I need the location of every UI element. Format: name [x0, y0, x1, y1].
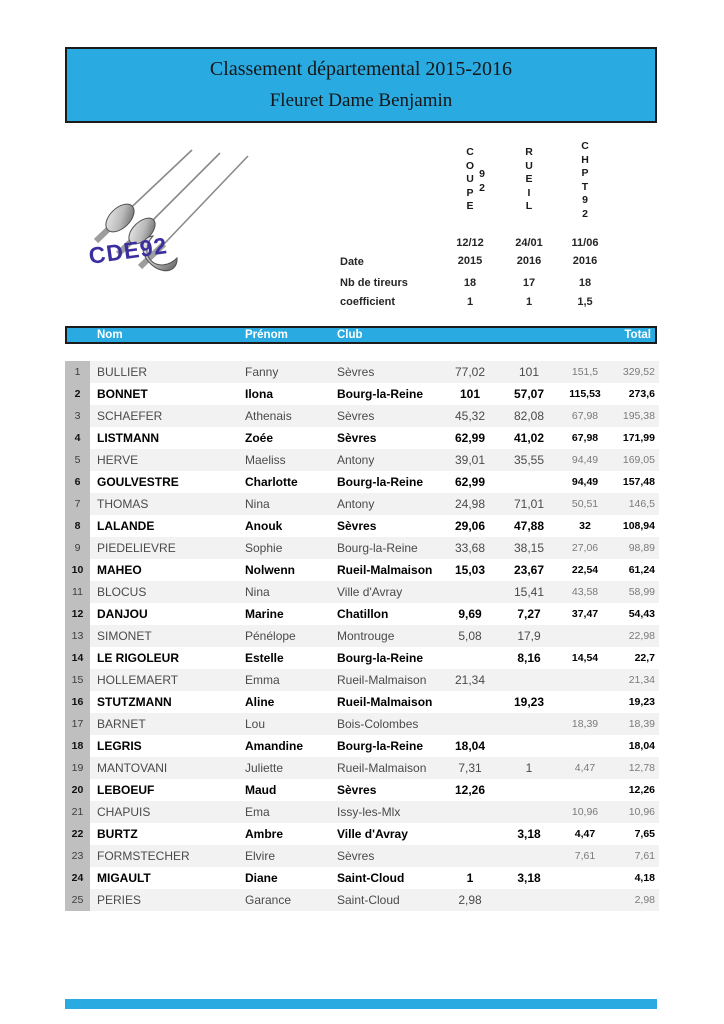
firstname-cell: Maud	[245, 783, 277, 797]
total-cell: 19,23	[628, 696, 655, 708]
rueil-score-cell: 71,01	[513, 497, 545, 511]
total-cell: 21,34	[628, 674, 655, 686]
total-cell: 169,05	[622, 454, 655, 466]
club-cell: Rueil-Malmaison	[337, 761, 427, 775]
table-row	[65, 405, 659, 427]
total-cell: 195,38	[622, 410, 655, 422]
rueil-score-cell: 47,88	[513, 519, 545, 533]
logo-text: CDE92	[87, 232, 170, 269]
name-cell: MIGAULT	[97, 871, 151, 885]
competition-coefficient: 1	[466, 296, 474, 308]
rank-cell: 2	[65, 383, 90, 405]
name-cell: LE RIGOLEUR	[97, 651, 180, 665]
rueil-score-cell: 38,15	[513, 541, 545, 555]
name-cell: BLOCUS	[97, 585, 147, 599]
coupe92-score-cell: 33,68	[454, 541, 486, 555]
coupe92-score-cell: 101	[459, 387, 481, 401]
name-cell: SIMONET	[97, 629, 152, 643]
rueil-score-cell: 41,02	[513, 431, 545, 445]
coupe92-score-cell: 18,04	[454, 739, 486, 753]
total-cell: 273,6	[628, 388, 655, 400]
total-cell: 2,98	[634, 894, 655, 906]
table-row	[65, 537, 659, 559]
footer-bar	[65, 999, 657, 1009]
coupe92-score-cell: 29,06	[454, 519, 486, 533]
competition-nb-tireurs: 18	[463, 277, 477, 289]
club-cell: Bourg-la-Reine	[337, 387, 424, 401]
table-row	[65, 515, 659, 537]
rank-cell: 6	[65, 471, 90, 493]
competition-letter: U	[525, 159, 533, 172]
competition-letter: L	[525, 200, 533, 212]
rueil-score-cell: 101	[518, 365, 540, 379]
total-cell: 171,99	[622, 432, 655, 444]
total-cell: 54,43	[628, 608, 655, 620]
competition-name-vertical	[519, 146, 539, 214]
table-row	[65, 559, 659, 581]
total-cell: 18,04	[628, 740, 655, 752]
header-club: Club	[337, 329, 363, 341]
chpt92-score-cell: 115,53	[569, 388, 601, 400]
competition-coefficient: 1	[525, 296, 533, 308]
competition-date: 24/01	[515, 237, 543, 249]
name-cell: BULLIER	[97, 365, 148, 379]
competition-letter: P	[581, 167, 589, 179]
firstname-cell: Athenais	[245, 409, 292, 423]
coefficient-label: coefficient	[340, 296, 396, 308]
rank-cell: 15	[65, 669, 90, 691]
firstname-cell: Pénélope	[245, 629, 296, 643]
competition-letter: 9	[479, 168, 485, 180]
coupe92-score-cell	[442, 691, 498, 713]
club-cell: Saint-Cloud	[337, 893, 400, 907]
rueil-score-cell: 35,55	[513, 453, 545, 467]
rueil-score-cell	[501, 845, 557, 867]
rank-cell: 10	[65, 559, 90, 581]
coupe92-score-cell	[442, 713, 498, 735]
name-cell: PERIES	[97, 893, 142, 907]
name-cell: PIEDELIEVRE	[97, 541, 176, 555]
name-cell: THOMAS	[97, 497, 149, 511]
club-cell: Ville d'Avray	[337, 827, 408, 841]
table-header-row	[65, 326, 657, 344]
firstname-cell: Emma	[245, 673, 280, 687]
competition-name-vertical	[460, 146, 485, 214]
club-cell: Rueil-Malmaison	[337, 563, 433, 577]
competition-date: 12/12	[456, 237, 484, 249]
rueil-score-cell	[501, 669, 557, 691]
club-cell: Sèvres	[337, 365, 375, 379]
competition-date-year: 2016	[572, 255, 598, 267]
chpt92-score-cell	[557, 669, 613, 691]
rank-cell: 21	[65, 801, 90, 823]
coupe92-score-cell: 9,69	[458, 607, 482, 621]
name-cell: LISTMANN	[97, 431, 159, 445]
chpt92-score-cell: 67,98	[571, 432, 599, 444]
rueil-score-cell: 1	[525, 761, 533, 775]
table-row	[65, 845, 659, 867]
competition-letter: 9	[582, 194, 588, 206]
table-row	[65, 867, 659, 889]
coupe92-score-cell: 62,99	[454, 431, 486, 445]
firstname-cell: Fanny	[245, 365, 279, 379]
club-cell: Rueil-Malmaison	[337, 673, 427, 687]
firstname-cell: Ambre	[245, 827, 284, 841]
name-cell: LEBOEUF	[97, 783, 155, 797]
firstname-cell: Sophie	[245, 541, 283, 555]
chpt92-score-cell	[557, 867, 613, 889]
rueil-score-cell	[501, 889, 557, 911]
club-cell: Chatillon	[337, 607, 389, 621]
competition-letter: C	[466, 146, 474, 158]
page-title: Classement départemental 2015-2016	[209, 58, 513, 80]
table-row	[65, 471, 659, 493]
coupe92-score-cell: 2,98	[458, 893, 482, 907]
coupe92-score-cell: 12,26	[454, 783, 486, 797]
table-row	[65, 361, 659, 383]
name-cell: FORMSTECHER	[97, 849, 190, 863]
total-cell: 157,48	[622, 476, 655, 488]
name-cell: HERVE	[97, 453, 139, 467]
firstname-cell: Lou	[245, 717, 266, 731]
competition-letter: C	[581, 140, 589, 152]
name-cell: SCHAEFER	[97, 409, 163, 423]
chpt92-score-cell: 14,54	[571, 652, 599, 664]
rueil-score-cell	[501, 779, 557, 801]
title-box	[65, 47, 657, 123]
chpt92-score-cell: 4,47	[574, 762, 596, 774]
rank-cell: 24	[65, 867, 90, 889]
firstname-cell: Elvire	[245, 849, 276, 863]
rank-cell: 18	[65, 735, 90, 757]
rueil-score-cell: 8,16	[517, 651, 541, 665]
rueil-score-cell: 7,27	[517, 607, 541, 621]
chpt92-score-cell: 94,49	[571, 476, 599, 488]
rank-cell: 17	[65, 713, 90, 735]
coupe92-score-cell	[442, 823, 498, 845]
club-cell: Bourg-la-Reine	[337, 739, 424, 753]
header-total: Total	[624, 329, 651, 341]
chpt92-score-cell	[557, 691, 613, 713]
total-cell: 12,78	[628, 762, 655, 774]
name-cell: MANTOVANI	[97, 761, 168, 775]
competition-letter: H	[581, 153, 589, 166]
competition-side-number	[476, 168, 488, 195]
coupe92-score-cell	[442, 581, 498, 603]
firstname-cell: Aline	[245, 695, 275, 709]
table-row	[65, 823, 659, 845]
table-row	[65, 735, 659, 757]
coupe92-score-cell: 77,02	[454, 365, 486, 379]
chpt92-score-cell: 94,49	[571, 454, 599, 466]
club-cell: Ville d'Avray	[337, 585, 403, 599]
coupe92-score-cell: 24,98	[454, 497, 486, 511]
competition-letter: U	[466, 173, 474, 185]
rueil-score-cell: 82,08	[513, 409, 545, 423]
competition-letter: E	[466, 200, 474, 212]
rueil-score-cell	[501, 471, 557, 493]
rank-cell: 7	[65, 493, 90, 515]
tireurs-label: Nb de tireurs	[340, 277, 408, 289]
total-cell: 61,24	[628, 564, 655, 576]
rank-cell: 23	[65, 845, 90, 867]
coupe92-score-cell	[442, 845, 498, 867]
competition-letter: I	[527, 186, 531, 199]
rueil-score-cell: 3,18	[517, 871, 541, 885]
total-cell: 7,65	[634, 828, 655, 840]
firstname-cell: Marine	[245, 607, 284, 621]
rueil-score-cell: 3,18	[517, 827, 541, 841]
header-prenom: Prénom	[245, 329, 288, 341]
page-subtitle: Fleuret Dame Benjamin	[269, 90, 453, 111]
chpt92-score-cell: 22,54	[571, 564, 599, 576]
table-row	[65, 625, 659, 647]
firstname-cell: Anouk	[245, 519, 283, 533]
rueil-score-cell	[501, 713, 557, 735]
date-label: Date	[340, 256, 364, 268]
competition-letter: 2	[479, 181, 485, 194]
coupe92-score-cell: 39,01	[454, 453, 486, 467]
rueil-score-cell: 15,41	[513, 585, 545, 599]
rank-cell: 5	[65, 449, 90, 471]
table-row	[65, 691, 659, 713]
ranking-table-body	[65, 361, 659, 911]
coupe92-score-cell	[442, 801, 498, 823]
competition-date: 11/06	[571, 237, 599, 249]
table-row	[65, 603, 659, 625]
competition-letter: R	[525, 146, 533, 158]
total-cell: 108,94	[622, 520, 655, 532]
club-cell: Saint-Cloud	[337, 871, 405, 885]
rank-cell: 20	[65, 779, 90, 801]
rueil-score-cell: 17,9	[517, 629, 541, 643]
club-cell: Sèvres	[337, 409, 375, 423]
total-cell: 18,39	[628, 718, 655, 730]
total-cell: 22,98	[628, 630, 655, 642]
chpt92-score-cell: 18,39	[571, 718, 599, 730]
firstname-cell: Estelle	[245, 651, 284, 665]
coupe92-score-cell: 45,32	[454, 409, 486, 423]
rank-cell: 22	[65, 823, 90, 845]
rueil-score-cell: 19,23	[513, 695, 545, 709]
club-cell: Sèvres	[337, 519, 377, 533]
competition-letter: E	[525, 173, 533, 185]
rank-cell: 16	[65, 691, 90, 713]
name-cell: DANJOU	[97, 607, 148, 621]
chpt92-score-cell: 27,06	[571, 542, 599, 554]
table-row	[65, 383, 659, 405]
total-cell: 98,89	[628, 542, 655, 554]
competition-date-year: 2015	[457, 255, 483, 267]
chpt92-score-cell: 50,51	[571, 498, 599, 510]
firstname-cell: Garance	[245, 893, 292, 907]
total-cell: 12,26	[628, 784, 655, 796]
name-cell: LEGRIS	[97, 739, 142, 753]
rank-cell: 25	[65, 889, 90, 911]
name-cell: GOULVESTRE	[97, 475, 179, 489]
total-cell: 10,96	[628, 806, 655, 818]
rueil-score-cell	[501, 801, 557, 823]
table-row	[65, 647, 659, 669]
competition-letter: O	[465, 159, 475, 172]
fencing-foils-icon	[78, 140, 278, 282]
chpt92-score-cell: 32	[579, 520, 591, 532]
rueil-score-cell: 57,07	[513, 387, 545, 401]
coupe92-score-cell: 62,99	[454, 475, 486, 489]
club-cell: Bourg-la-Reine	[337, 475, 424, 489]
firstname-cell: Amandine	[245, 739, 304, 753]
chpt92-score-cell: 4,47	[574, 828, 596, 840]
table-row	[65, 449, 659, 471]
firstname-cell: Nina	[245, 585, 270, 599]
coupe92-score-cell: 21,34	[454, 673, 486, 687]
chpt92-score-cell: 151,5	[571, 366, 599, 378]
total-cell: 7,61	[634, 850, 655, 862]
table-row	[65, 669, 659, 691]
firstname-cell: Nolwenn	[245, 563, 295, 577]
coupe92-score-cell	[442, 647, 498, 669]
rank-cell: 11	[65, 581, 90, 603]
chpt92-score-cell	[557, 889, 613, 911]
chpt92-score-cell	[557, 779, 613, 801]
club-cell: Antony	[337, 497, 375, 511]
name-cell: BURTZ	[97, 827, 138, 841]
competition-nb-tireurs: 18	[578, 277, 592, 289]
chpt92-score-cell	[557, 625, 613, 647]
name-cell: CHAPUIS	[97, 805, 151, 819]
competition-coefficient: 1,5	[577, 296, 593, 308]
chpt92-score-cell: 7,61	[574, 850, 596, 862]
competition-letter: 2	[582, 207, 588, 220]
rank-cell: 1	[65, 361, 90, 383]
rank-cell: 9	[65, 537, 90, 559]
competition-date-year: 2016	[516, 255, 542, 267]
rank-cell: 8	[65, 515, 90, 537]
chpt92-score-cell: 37,47	[571, 608, 599, 620]
total-cell: 4,18	[634, 872, 655, 884]
table-row	[65, 889, 659, 911]
rueil-score-cell	[501, 735, 557, 757]
cde92-logo	[78, 140, 278, 282]
firstname-cell: Ema	[245, 805, 270, 819]
coupe92-score-cell: 7,31	[458, 761, 482, 775]
chpt92-score-cell: 67,98	[571, 410, 599, 422]
firstname-cell: Nina	[245, 497, 270, 511]
header-nom: Nom	[97, 329, 123, 341]
coupe92-score-cell: 1	[466, 871, 474, 885]
firstname-cell: Juliette	[245, 761, 284, 775]
club-cell: Sèvres	[337, 849, 375, 863]
club-cell: Bourg-la-Reine	[337, 541, 418, 555]
rank-cell: 3	[65, 405, 90, 427]
club-cell: Montrouge	[337, 629, 395, 643]
club-cell: Rueil-Malmaison	[337, 695, 433, 709]
competition-letter: T	[581, 180, 589, 193]
name-cell: HOLLEMAERT	[97, 673, 179, 687]
total-cell: 58,99	[628, 586, 655, 598]
table-row	[65, 493, 659, 515]
firstname-cell: Charlotte	[245, 475, 298, 489]
rank-cell: 14	[65, 647, 90, 669]
chpt92-score-cell: 10,96	[571, 806, 599, 818]
club-cell: Sèvres	[337, 431, 377, 445]
club-cell: Issy-les-Mlx	[337, 805, 401, 819]
table-row	[65, 713, 659, 735]
rank-cell: 12	[65, 603, 90, 625]
name-cell: BARNET	[97, 717, 146, 731]
chpt92-score-cell	[557, 735, 613, 757]
name-cell: MAHEO	[97, 563, 142, 577]
coupe92-score-cell: 5,08	[458, 629, 482, 643]
name-cell: LALANDE	[97, 519, 155, 533]
table-row	[65, 801, 659, 823]
rueil-score-cell: 23,67	[513, 563, 545, 577]
firstname-cell: Maeliss	[245, 453, 286, 467]
competition-letter: P	[466, 186, 474, 199]
firstname-cell: Zoée	[245, 431, 274, 445]
rank-cell: 13	[65, 625, 90, 647]
coupe92-score-cell: 15,03	[454, 563, 486, 577]
club-cell: Bois-Colombes	[337, 717, 419, 731]
firstname-cell: Diane	[245, 871, 278, 885]
table-row	[65, 427, 659, 449]
rank-cell: 19	[65, 757, 90, 779]
total-cell: 146,5	[628, 498, 655, 510]
name-cell: STUTZMANN	[97, 695, 172, 709]
firstname-cell: Ilona	[245, 387, 274, 401]
total-cell: 22,7	[634, 652, 655, 664]
total-cell: 329,52	[622, 366, 655, 378]
table-row	[65, 581, 659, 603]
table-row	[65, 757, 659, 779]
rank-cell: 4	[65, 427, 90, 449]
competition-name-vertical	[575, 140, 595, 221]
table-row	[65, 779, 659, 801]
name-cell: BONNET	[97, 387, 148, 401]
chpt92-score-cell: 43,58	[571, 586, 599, 598]
club-cell: Sèvres	[337, 783, 377, 797]
club-cell: Bourg-la-Reine	[337, 651, 424, 665]
competition-nb-tireurs: 17	[522, 277, 536, 289]
club-cell: Antony	[337, 453, 375, 467]
